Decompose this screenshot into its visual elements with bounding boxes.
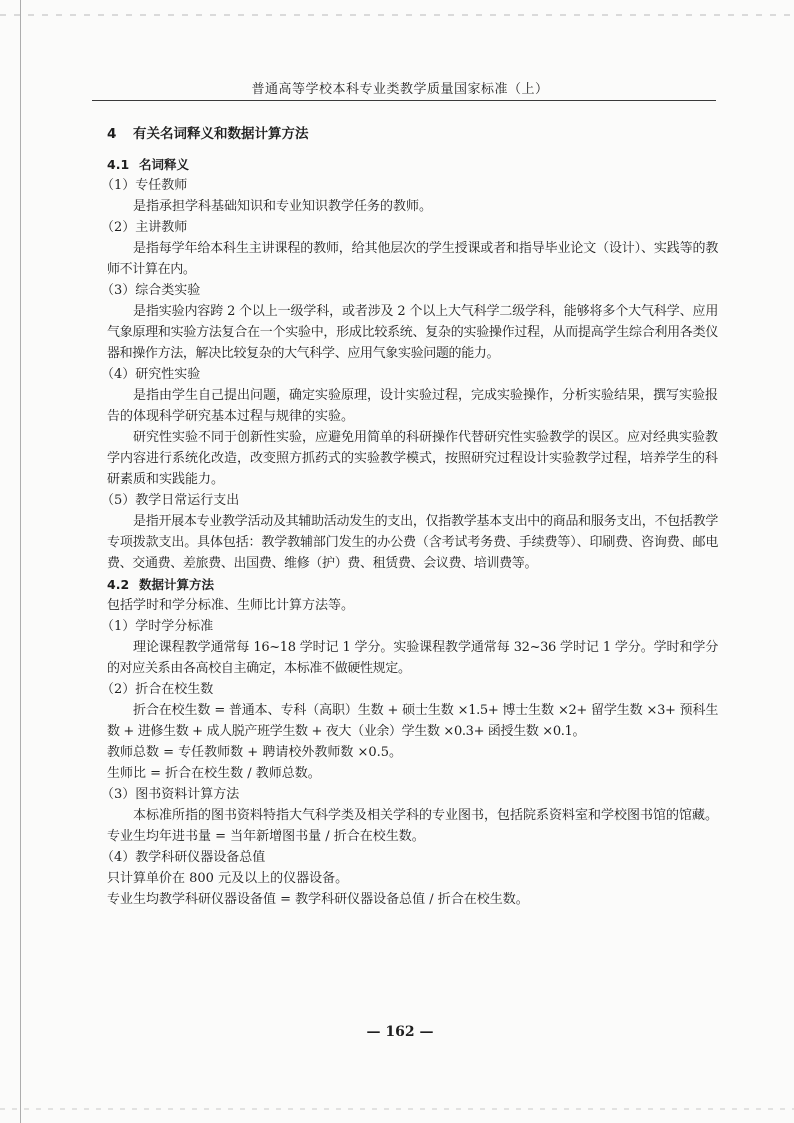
section-title: 有关名词释义和数据计算方法 <box>133 126 309 142</box>
calc-text-line: 只计算单价在 800 元及以上的仪器设备。 <box>107 871 349 886</box>
calc-formula-line: 专业生均教学科研仪器设备值 = 教学科研仪器设备总值 / 折合在校生数。 <box>107 892 529 907</box>
term-definition-continued: 研究性实验不同于创新性实验，应避免用简单的科研操作代替研究性实验教学的误区。应对经典实验教学内容进行系统化改造，改变照方抓药式的实验教学模式，按照研究过程设计实验教学过程，培养学生的科研素质和实践能力。 <box>107 430 719 487</box>
term-label: （4）研究性实验 <box>101 367 201 382</box>
subsection-heading-4-1 <box>107 154 718 175</box>
calc-label: （3）图书资料计算方法 <box>101 787 240 802</box>
subsection-number: 4.2 <box>107 577 130 592</box>
page-edge-line <box>20 0 21 1123</box>
term-definition: 是指由学生自己提出问题，确定实验原理，设计实验过程，完成实验操作，分析实验结果，撰写实验报告的体现科学研究基本过程与规律的实验。 <box>107 388 719 424</box>
term-definition: 是指每学年给本科生主讲课程的教师，给其他层次的学生授课或者和指导毕业论文（设计）、实践等的教师不计算在内。 <box>107 241 718 277</box>
term-definition: 是指承担学科基础知识和专业知识教学任务的教师。 <box>133 199 433 214</box>
term-label: （3）综合类实验 <box>101 283 201 298</box>
subsection-title: 名词释义 <box>139 157 190 172</box>
calc-label: （2）折合在校生数 <box>101 682 214 697</box>
subsection-title: 数据计算方法 <box>139 577 215 592</box>
term-label: （2）主讲教师 <box>101 220 188 235</box>
calc-formula-line: 教师总数 = 专任教师数 + 聘请校外教师数 ×0.5。 <box>107 745 403 760</box>
page-number: — 162 — <box>366 1024 434 1040</box>
calc-text: 理论课程教学通常每 16~18 学时记 1 学分。实验课程教学通常每 32~36 学时记 1 学分。学时和学分的对应关系由各高校自主确定，本标准不做硬性规定。 <box>107 640 718 676</box>
header-rule <box>92 100 716 101</box>
calc-label: （4）教学科研仪器设备总值 <box>101 850 266 865</box>
scan-artifact-bottom <box>0 1108 794 1110</box>
calc-text: 本标准所指的图书资料特指大气科学类及相关学科的专业图书，包括院系资料室和学校图书馆的馆藏。 <box>133 808 719 823</box>
subsection-number: 4.1 <box>107 157 130 172</box>
calc-intro: 包括学时和学分标准、生师比计算方法等。 <box>107 598 355 613</box>
term-label: （1）专任教师 <box>101 178 188 193</box>
term-definition: 是指开展本专业教学活动及其辅助活动发生的支出，仅指教学基本支出中的商品和服务支出，不包括教学专项拨款支出。具体包括：教学教辅部门发生的办公费（含考试考务费、手续费等）、印刷费、咨询费、邮电费、交通费、差旅费、出国费、维修（护）费、租赁费、会议费、培训费等。 <box>107 514 718 571</box>
calc-formula-line: 生师比 = 折合在校生数 / 教师总数。 <box>107 766 321 781</box>
calc-formula: 折合在校生数 = 普通本、专科（高职）生数 + 硕士生数 ×1.5+ 博士生数 ×2+ 留学生数 ×3+ 预科生数 + 进修生数 + 成人脱产班学生数 + 夜大（业余）学生数 ×0.3+ 函授生数 ×0.1。 <box>107 703 718 739</box>
section-heading <box>107 122 718 146</box>
subsection-heading-4-2 <box>107 574 718 595</box>
calc-formula-line: 专业生均年进书量 = 当年新增图书量 / 折合在校生数。 <box>107 829 425 844</box>
running-header: 普通高等学校本科专业类教学质量国家标准（上） <box>251 82 549 97</box>
term-definition: 是指实验内容跨 2 个以上一级学科，或者涉及 2 个以上大气科学二级学科，能够将多个大气科学、应用气象原理和实验方法复合在一个实验中，形成比较系统、复杂的实验操作过程，从而提高学生综合利用各类仪器和操作方法，解决比较复杂的大气科学、应用气象实验问题的能力。 <box>107 304 718 361</box>
page-body <box>101 122 719 910</box>
term-label: （5）教学日常运行支出 <box>101 493 240 508</box>
calc-label: （1）学时学分标准 <box>101 619 214 634</box>
scan-artifact-top <box>0 14 794 16</box>
section-number: 4 <box>107 126 117 142</box>
